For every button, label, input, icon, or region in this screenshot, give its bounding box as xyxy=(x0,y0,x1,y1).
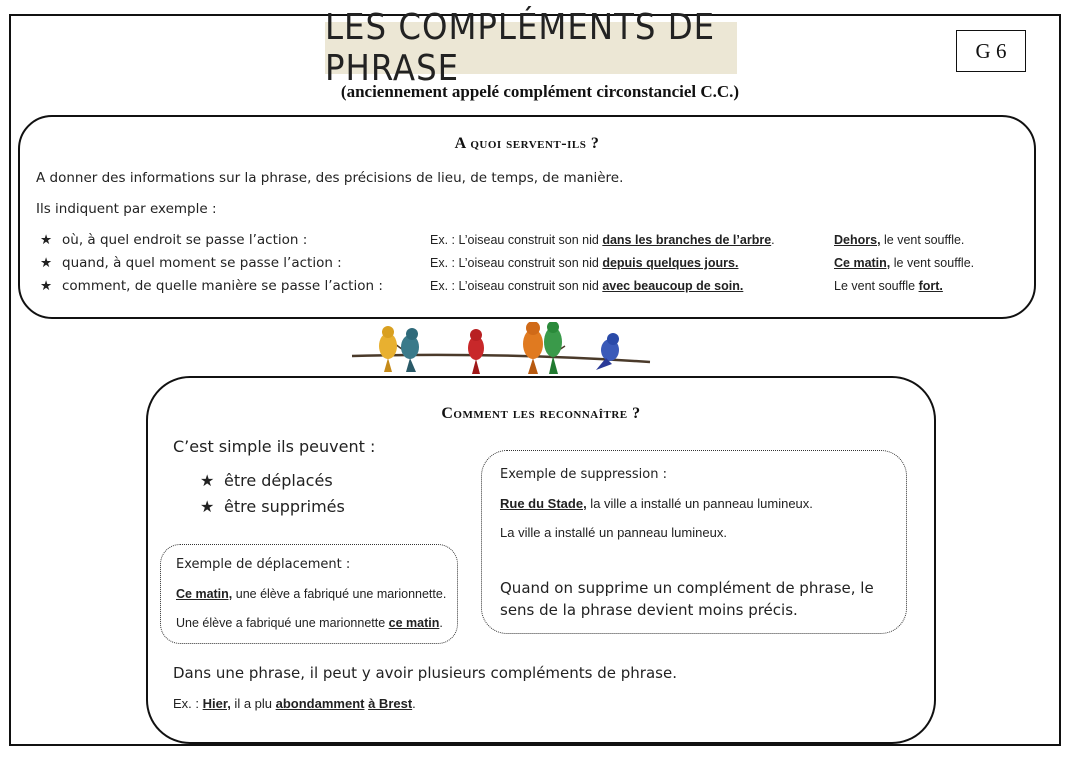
example-complement: depuis quelques jours. xyxy=(602,256,739,270)
item-label: quand, à quel moment se passe l’action : xyxy=(62,255,342,271)
star-icon: ★ xyxy=(200,471,215,490)
deplacement-line2 xyxy=(176,616,443,630)
star-icon: ★ xyxy=(40,232,53,248)
page-subtitle: (anciennement appelé complément circonstanciel C.C.) xyxy=(340,82,740,101)
section-recognize-intro: C’est simple ils peuvent : xyxy=(173,437,376,456)
star-icon: ★ xyxy=(200,497,215,516)
footer-example xyxy=(173,696,416,711)
deplacement-rest: une élève a fabriqué une marionnette. xyxy=(232,587,447,601)
suppression-complement: Rue du Stade, xyxy=(500,496,587,511)
section-recognize-heading: Comment les reconnaître ? xyxy=(441,405,641,422)
suppression-note: Quand on supprime un complément de phrase, le sens de la phrase devient moins précis. xyxy=(500,579,874,619)
list-item xyxy=(40,278,383,294)
section-usage-heading: A quoi servent-ils ? xyxy=(454,135,600,152)
side-rest: le vent souffle. xyxy=(880,233,965,247)
page-title: LES COMPLÉMENTS DE PHRASE xyxy=(325,7,716,89)
example-prefix: Ex. : L’oiseau construit son nid xyxy=(430,279,603,293)
footer-ex-complement: Hier, xyxy=(202,696,231,711)
side-complement: fort. xyxy=(918,279,943,293)
item-label: où, à quel endroit se passe l’action : xyxy=(62,232,308,248)
list-item xyxy=(40,232,307,248)
footer-ex-suffix: . xyxy=(412,696,416,711)
side-prefix: Le vent souffle xyxy=(834,279,919,293)
lesson-code: G 6 xyxy=(956,30,1026,72)
section-usage-intro: A donner des informations sur la phrase, des précisions de lieu, de temps, de manière. xyxy=(36,170,624,186)
example-text xyxy=(430,279,743,293)
example-prefix: Ex. : L’oiseau construit son nid xyxy=(430,233,603,247)
example-suffix: . xyxy=(771,233,775,247)
bullet-text: être supprimés xyxy=(224,497,345,516)
list-item xyxy=(200,471,333,490)
suppression-line1 xyxy=(500,496,813,511)
section-usage-examples-intro: Ils indiquent par exemple : xyxy=(36,201,217,217)
footer-ex-middle: il a plu xyxy=(230,696,276,711)
deplacement-title: Exemple de déplacement : xyxy=(176,557,351,572)
deplacement-complement: ce matin xyxy=(388,616,440,630)
example-text xyxy=(430,256,738,270)
side-example xyxy=(834,233,964,247)
side-example xyxy=(834,279,943,293)
section-recognize-footer: Dans une phrase, il peut y avoir plusieurs compléments de phrase. xyxy=(173,664,677,682)
example-text xyxy=(430,233,775,247)
deplacement-complement: Ce matin, xyxy=(176,587,233,601)
deplacement-line1 xyxy=(176,587,446,601)
deplacement-suffix: . xyxy=(439,616,443,630)
footer-ex-prefix: Ex. : xyxy=(173,696,203,711)
star-icon: ★ xyxy=(40,278,53,294)
list-item xyxy=(40,255,342,271)
birds-on-branch-icon xyxy=(350,322,660,376)
footer-ex-complement: à Brest xyxy=(368,696,413,711)
side-complement: Dehors, xyxy=(834,233,881,247)
suppression-line2: La ville a installé un panneau lumineux. xyxy=(500,525,727,540)
example-complement: avec beaucoup de soin. xyxy=(602,279,744,293)
suppression-rest: la ville a installé un panneau lumineux. xyxy=(586,496,813,511)
footer-ex-complement: abondamment xyxy=(275,696,365,711)
item-label: comment, de quelle manière se passe l’action : xyxy=(62,278,383,294)
example-prefix: Ex. : L’oiseau construit son nid xyxy=(430,256,603,270)
side-example xyxy=(834,256,974,270)
bullet-text: être déplacés xyxy=(224,471,333,490)
side-rest: le vent souffle. xyxy=(890,256,975,270)
deplacement-prefix: Une élève a fabriqué une marionnette xyxy=(176,616,389,630)
star-icon: ★ xyxy=(40,255,53,271)
side-complement: Ce matin, xyxy=(834,256,891,270)
title-banner xyxy=(325,7,737,89)
example-complement: dans les branches de l’arbre xyxy=(602,233,772,247)
suppression-title: Exemple de suppression : xyxy=(500,467,667,482)
list-item xyxy=(200,497,345,516)
